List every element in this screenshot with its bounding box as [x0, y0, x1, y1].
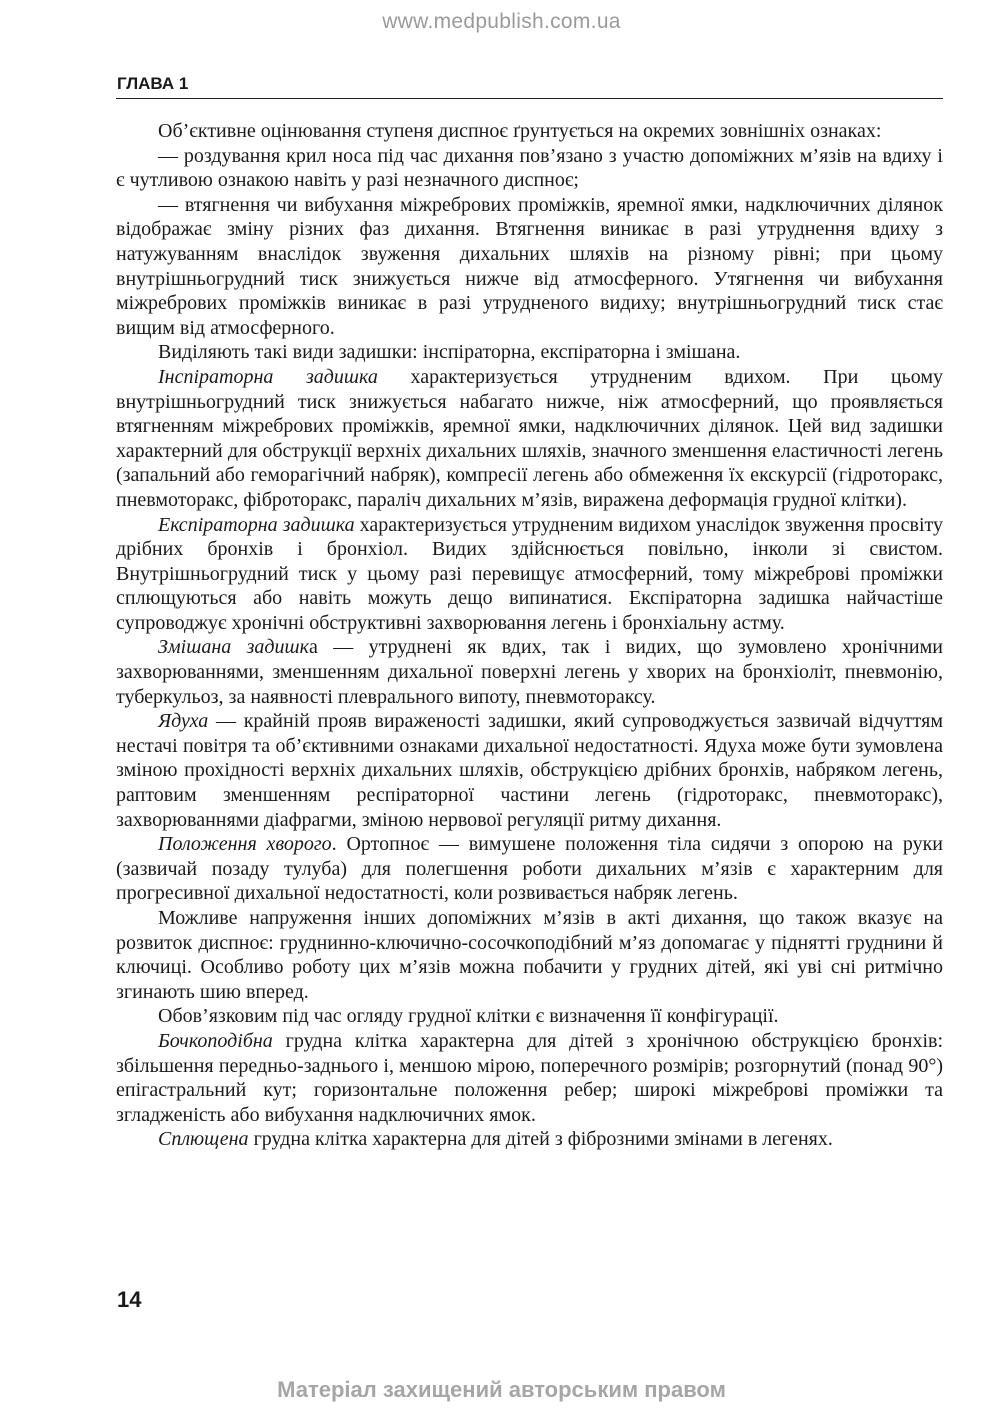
- paragraph: Змішана задишка — утруднені як вдих, так і видих, що зумовлено хронічними захворюваннями, зменшенням дихальної поверхні легень у хворих на бронхіоліт, пневмонію, туберкульоз, за наявності плеврального випоту, пневмотораксу.: [116, 636, 943, 708]
- italic-term: Сплющена: [158, 1128, 249, 1151]
- italic-term: Інспіраторна задишка: [158, 365, 378, 388]
- paragraph: Виділяють такі види задишки: інспіраторна, експіраторна і змішана.: [158, 341, 741, 364]
- header-rule: [116, 98, 943, 99]
- italic-term: Змішана задишк: [158, 636, 309, 659]
- paragraph: — втягнення чи вибухання міжребрових проміжків, яремної ямки, надключичних ділянок відображає зміну різних фаз дихання. Втягнення виникає в разі утруднення вдиху з натужуванням внаслідок звуження дихальних шляхів на різному рівні; при цьому внутрішньогрудний тиск знижується нижче від атмосферного. Утягнення чи вибухання міжребрових проміжків виникає в разі утрудненого видиху; внутрішньогрудний тиск стає вищим від атмосферного.: [116, 193, 943, 339]
- italic-term: Експіраторна задишка: [158, 513, 355, 536]
- italic-term: Ядуха: [158, 710, 209, 733]
- paragraph: — роздування крил носа під час дихання пов’язано з участю допоміжних м’язів на вдиху і є чутливою ознакою навіть у разі незначного диспноє;: [116, 144, 943, 192]
- paragraph: Сплющена грудна клітка характерна для дітей з фіброзними змінами в легенях.: [158, 1128, 833, 1151]
- paragraph: Експіраторна задишка характеризується утрудненим видихом унаслідок звуження просвіту дрібних бронхів і бронхіол. Видих здійснюється повільно, інколи зі свистом. Внутрішньогрудний тиск у цьому разі перевищує атмосферний, тому міжреброві проміжки сплющуються або навіть можуть дещо випинатися. Експіраторна задишка найчастіше супроводжує хронічні обструктивні захворювання легень і бронхіальну астму.: [116, 513, 943, 634]
- paragraph: Бочкоподібна грудна клітка характерна для дітей з хронічною обструкцією бронхів: збільшення передньо-заднього і, меншою мірою, поперечного розмірів; розгорнутий (понад 90°) епігастральний кут; горизонтальне положення ребер; широкі міжреброві проміжки та згладженість або вибухання надключичних ямок.: [116, 1029, 943, 1126]
- paragraph: Об’єктивне оцінювання ступеня диспноє ґрунтується на окремих зовнішніх ознаках:: [158, 120, 882, 142]
- italic-term: Бочкоподібна: [158, 1029, 273, 1052]
- body-text: [116, 119, 943, 1152]
- paragraph: Обов’язковим під час огляду грудної клітки є визначення її конфігурації.: [158, 1005, 779, 1028]
- italic-term: Положення хворого: [158, 833, 332, 856]
- page-number: 14: [117, 1287, 142, 1312]
- paragraph: Положення хворого. Ортопноє — вимушене положення тіла сидячи з опорою на руки (зазвичай позаду тулуба) для полегшення роботи дихальних м’язів є характерним для прогресивної дихальної недостатності, коли розвивається набряк легень.: [116, 833, 944, 905]
- paragraph: Ядуха — крайній прояв вираженості задишки, який супроводжується зазвичай відчуттям нестачі повітря та об’єктивними ознаками дихальної недостатності. Ядуха може бути зумовлена зміною прохідності верхніх дихальних шляхів, обструкцією дрібних бронхів, набряком легень, раптовим зменшенням респіраторної частини легень (гідроторакс, пневмоторакс), захворюваннями діафрагми, зміною нервової регуляції ритму дихання.: [116, 710, 943, 831]
- copyright-footer: Матеріал захищений авторським правом: [277, 1377, 726, 1402]
- paragraph: Інспіраторна задишка характеризується утрудненим вдихом. При цьому внутрішньогрудний тиск знижується набагато нижче, ніж атмосферний, що проявляється втягненням міжребрових проміжків, яремної ямки, надключичних ділянок. Цей вид задишки характерний для обструкції верхніх дихальних шляхів, значного зменшення еластичності легень (запальний або геморагічний набряк), компресії легень або обмеження їх екскурсії (гідроторакс, пневмоторакс, фіброторакс, параліч дихальних м’язів, виражена деформація грудної клітки).: [116, 365, 943, 511]
- site-url[interactable]: www.medpublish.com.ua: [382, 10, 621, 33]
- paragraph: Можливе напруження інших допоміжних м’язів в акті дихання, що також вказує на розвиток диспноє: груднинно-ключично-сосочкоподібний м’яз допомагає у піднятті груднини й ключиці. Особливо роботу цих м’язів можна побачити у грудних дітей, які уві сні ритмічно згинають шию вперед.: [116, 907, 943, 1003]
- chapter-heading: ГЛАВА 1: [117, 74, 189, 93]
